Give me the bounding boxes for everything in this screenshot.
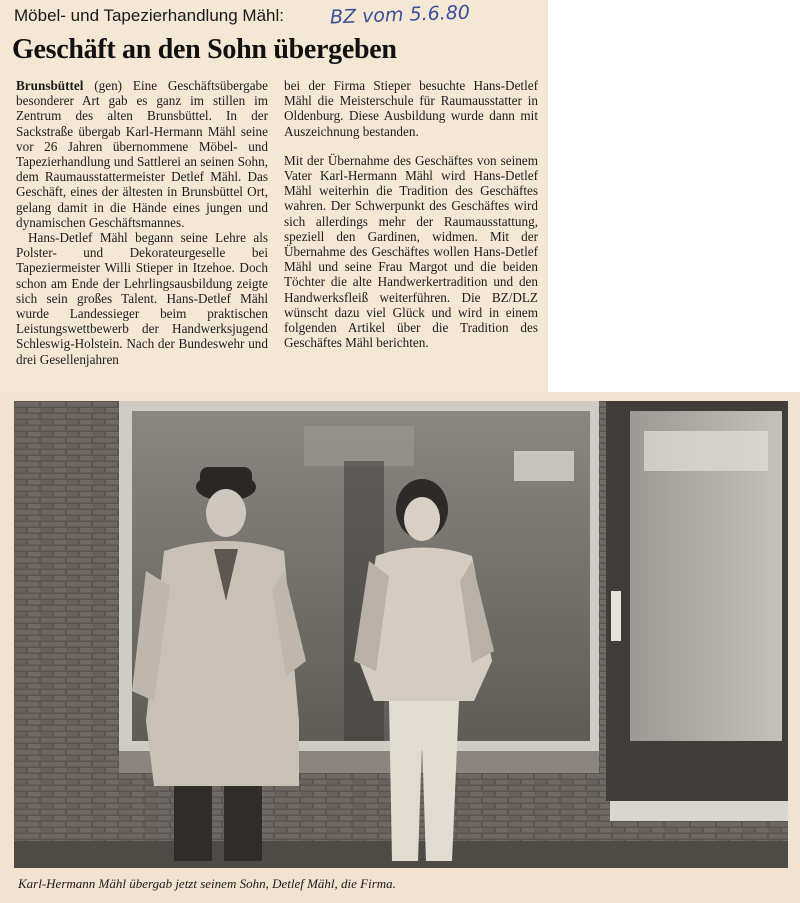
window-sign: [304, 426, 414, 466]
door-awning-reflection: [644, 431, 768, 471]
photo-illustration: [14, 401, 788, 868]
headline: Geschäft an den Sohn übergeben: [12, 34, 397, 65]
handwritten-date-note: BZ vom 5.6.80: [329, 1, 471, 29]
right-paragraph-2: Mit der Übernahme des Geschäftes von seinem Vater Karl-Hermann Mähl wird Hans-Detlef Mähl weiterhin die Tradition des Geschäftes wahren. Der Schwerpunkt des Geschäftes wird sich allerdings mehr der Raumausstattung, speziell den Gardinen, widmen. Mit der Übernahme des Geschäftes wollen Hans-Detlef Mähl und seine Frau Margot und die beiden Töchter die alte Handwerkertradition und den Handwerksfleiß weiterführen. Die BZ/DLZ wünscht dazu viel Glück und wird in einem folgenden Artikel über die Tradition des Geschäftes Mähl berichten.: [284, 152, 538, 351]
left-paragraph-1: [16, 78, 268, 230]
kicker-line: Möbel- und Tapezierhandlung Mähl:: [14, 6, 284, 25]
shop-front-photo: [14, 401, 788, 868]
article-column-left: [16, 78, 268, 367]
dateline: Brunsbüttel: [16, 78, 84, 93]
left-paragraph-1-text: (gen) Eine Geschäftsübergabe besonderer Art gab es ganz im stillen im Zentrum des alten Brunsbüttel. In der Sackstraße übergab Karl-Hermann Mähl seine vor 26 Jahren übernommene Möbel- und Tapezierhandlung und Sattlerei an seinen Sohn, dem Raumausstattermeister Detlef Mähl. Das Geschäft, eines der ältesten in Brunsbüttel Ort, gelang damit in die Hände eines jungen und dynamischen Geschäftsmannes.: [16, 78, 268, 230]
door-step: [610, 801, 788, 821]
door-handle: [611, 591, 621, 641]
right-paragraph-1: bei der Firma Stieper besuchte Hans-Detlef Mähl die Meisterschule für Raumausstatter in Oldenburg. Diese Ausbildung wurde dann mit Auszeichnung bestanden.: [284, 78, 538, 139]
window-notice: [514, 451, 574, 481]
photo-caption: Karl-Hermann Mähl übergab jetzt seinem Sohn, Detlef Mähl, die Firma.: [18, 876, 396, 891]
article-column-right: [284, 78, 538, 350]
left-paragraph-2: Hans-Detlef Mähl begann seine Lehre als Polster- und Dekorateurgeselle bei Tapeziermeister Willi Stieper in Itzehoe. Doch schon am Ende der Lehrlingsausbildung zeigte sich sein großes Talent. Hans-Detlef Mähl wurde Landessieger beim praktischen Leistungswettbewerb der Handwerksjugend Schleswig-Holstein. Nach der Bundeswehr und drei Gesellenjahren: [16, 230, 268, 367]
